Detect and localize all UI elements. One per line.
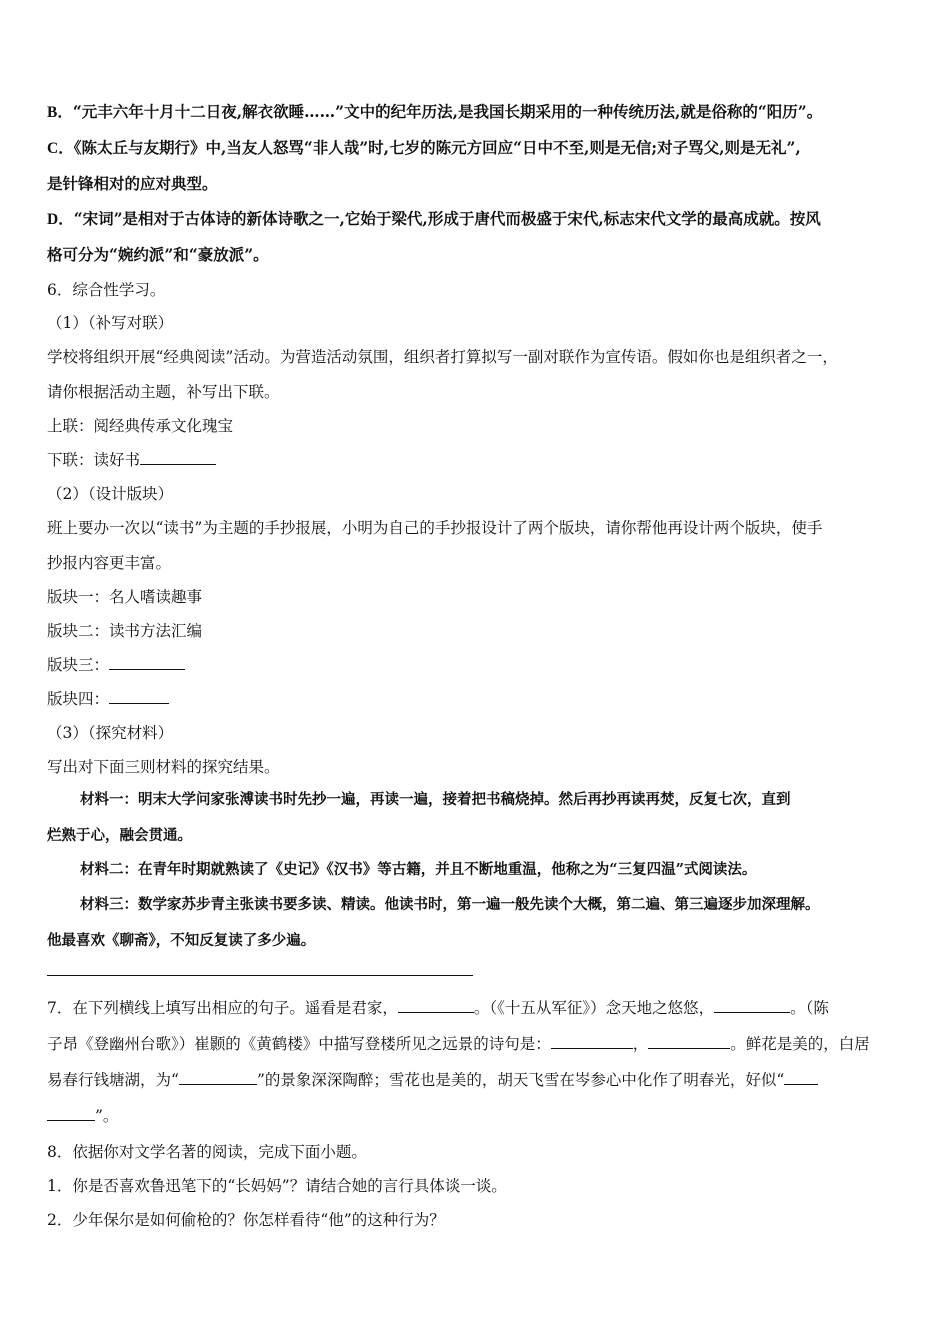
couplet-lower-text: 下联：读好书 xyxy=(47,451,141,469)
section-four xyxy=(47,689,169,709)
couplet-answer-blank[interactable] xyxy=(140,450,216,465)
q7-line4 xyxy=(47,1106,118,1126)
q6-part2-heading: （2）（设计版块） xyxy=(47,485,174,503)
option-c-label: C． xyxy=(47,140,74,157)
q6-title: 6．综合性学习。 xyxy=(47,281,166,299)
q7-blank-6b[interactable] xyxy=(47,1106,95,1121)
material-two: 材料二：在青年时期就熟读了《史记》《汉书》等古籍，并且不断地重温，他称之为“三复四温”式阅读法。 xyxy=(80,861,757,878)
q8-title: 8．依据你对文学名著的阅读，完成下面小题。 xyxy=(47,1143,367,1161)
q7-text-2: 。（《十五从军征》）念天地之悠悠， xyxy=(473,999,715,1017)
q7-blank-5[interactable] xyxy=(179,1070,257,1085)
q8-sub-2: 2．少年保尔是如何偷枪的？你怎样看待“他”的这种行为？ xyxy=(47,1211,445,1229)
q7-blank-1[interactable] xyxy=(398,998,474,1013)
q7-text-9: ”。 xyxy=(95,1107,119,1125)
section-three xyxy=(47,655,185,675)
option-b-label: B． xyxy=(47,104,73,121)
q7-text-3: 。（陈 xyxy=(790,999,829,1017)
material-one: 材料一：明末大学问家张溥读书时先抄一遍，再读一遍，接着把书稿烧掉。然后再抄再读再焚，反复七次，直到 xyxy=(80,791,791,808)
material-one-cont: 烂熟于心，融会贯通。 xyxy=(47,827,192,844)
q7-text-7: 易春行钱塘湖，为“ xyxy=(47,1071,179,1089)
section-three-label: 版块三： xyxy=(47,656,110,674)
couplet-upper: 上联：阅经典传承文化瑰宝 xyxy=(47,417,234,435)
q6-part1-heading: （1）（补写对联） xyxy=(47,314,174,332)
q7-blank-4[interactable] xyxy=(648,1034,730,1049)
q5-option-d-cont: 格可分为“婉约派”和“豪放派”。 xyxy=(47,245,269,264)
option-d-text: “宋词”是相对于古体诗的新体诗歌之一,它始于梁代,形成于唐代而极盛于宋代,标志宋代文学的最高成就。按风 xyxy=(73,209,821,228)
option-d-label: D． xyxy=(47,211,74,228)
section-four-blank[interactable] xyxy=(109,689,169,704)
q6-part3-heading: （3）（探究材料） xyxy=(47,724,174,742)
section-three-blank[interactable] xyxy=(109,655,185,670)
q8-sub-1: 1．你是否喜欢鲁迅笔下的“长妈妈”？请结合她的言行具体谈一谈。 xyxy=(47,1177,507,1195)
section-two: 版块二：读书方法汇编 xyxy=(47,622,203,640)
q6-part1-desc-cont: 请你根据活动主题，补写出下联。 xyxy=(47,383,280,401)
q7-blank-3[interactable] xyxy=(551,1034,633,1049)
material-three-cont: 他最喜欢《聊斋》，不知反复读了多少遍。 xyxy=(47,932,316,949)
q7-line2 xyxy=(47,1034,870,1054)
couplet-lower xyxy=(47,450,216,470)
q6-part3-desc: 写出对下面三则材料的探究结果。 xyxy=(47,758,280,776)
section-four-label: 版块四： xyxy=(47,690,110,708)
q7-line1 xyxy=(47,998,829,1018)
q5-option-b xyxy=(47,102,822,123)
q7-line3 xyxy=(47,1070,818,1090)
q5-option-c-cont: 是针锋相对的应对典型。 xyxy=(47,174,218,193)
section-one: 版块一：名人嗜读趣事 xyxy=(47,588,203,606)
option-c-text: 《陈太丘与友期行》中,当友人怒骂“非人哉”时,七岁的陈元方回应“日中不至,则是无信;对子骂父,则是无礼”, xyxy=(73,138,801,157)
q7-blank-6a[interactable] xyxy=(784,1070,818,1085)
q7-text-4: 子昂《登幽州台歌》）崔颢的《黄鹤楼》中描写登楼所见之远景的诗句是： xyxy=(47,1035,551,1053)
q5-option-d xyxy=(47,209,821,230)
option-b-text: “元丰六年十月十二日夜,解衣欲睡……”文中的纪年历法,是我国长期采用的一种传统历法,就是俗称的“阳历”。 xyxy=(72,102,823,121)
material-three: 材料三：数学家苏步青主张读书要多读、精读。他读书时，第一遍一般先读个大概，第二遍、第三遍逐步加深理解。 xyxy=(80,896,820,913)
answer-line[interactable] xyxy=(47,975,473,976)
q5-option-c xyxy=(47,138,801,159)
q7-text-1: 7．在下列横线上填写出相应的句子。遥看是君家， xyxy=(47,999,398,1017)
q6-part2-desc: 班上要办一次以“读书”为主题的手抄报展，小明为自己的手抄报设计了两个版块，请你帮他再设计两个版块，使手 xyxy=(47,519,823,537)
q7-text-5: ， xyxy=(632,1035,649,1053)
q7-text-6: 。鲜花是美的，白居 xyxy=(730,1035,870,1053)
q7-text-8: ”的景象深深陶醉；雪花也是美的，胡天飞雪在岑参心中化作了明春光，好似“ xyxy=(256,1071,785,1089)
q6-part2-desc-cont: 抄报内容更丰富。 xyxy=(47,554,172,572)
q6-part1-desc: 学校将组织开展“经典阅读”活动。为营造活动氛围，组织者打算拟写一副对联作为宣传语。假如你也是组织者之一， xyxy=(47,348,838,366)
q7-blank-2[interactable] xyxy=(714,998,790,1013)
